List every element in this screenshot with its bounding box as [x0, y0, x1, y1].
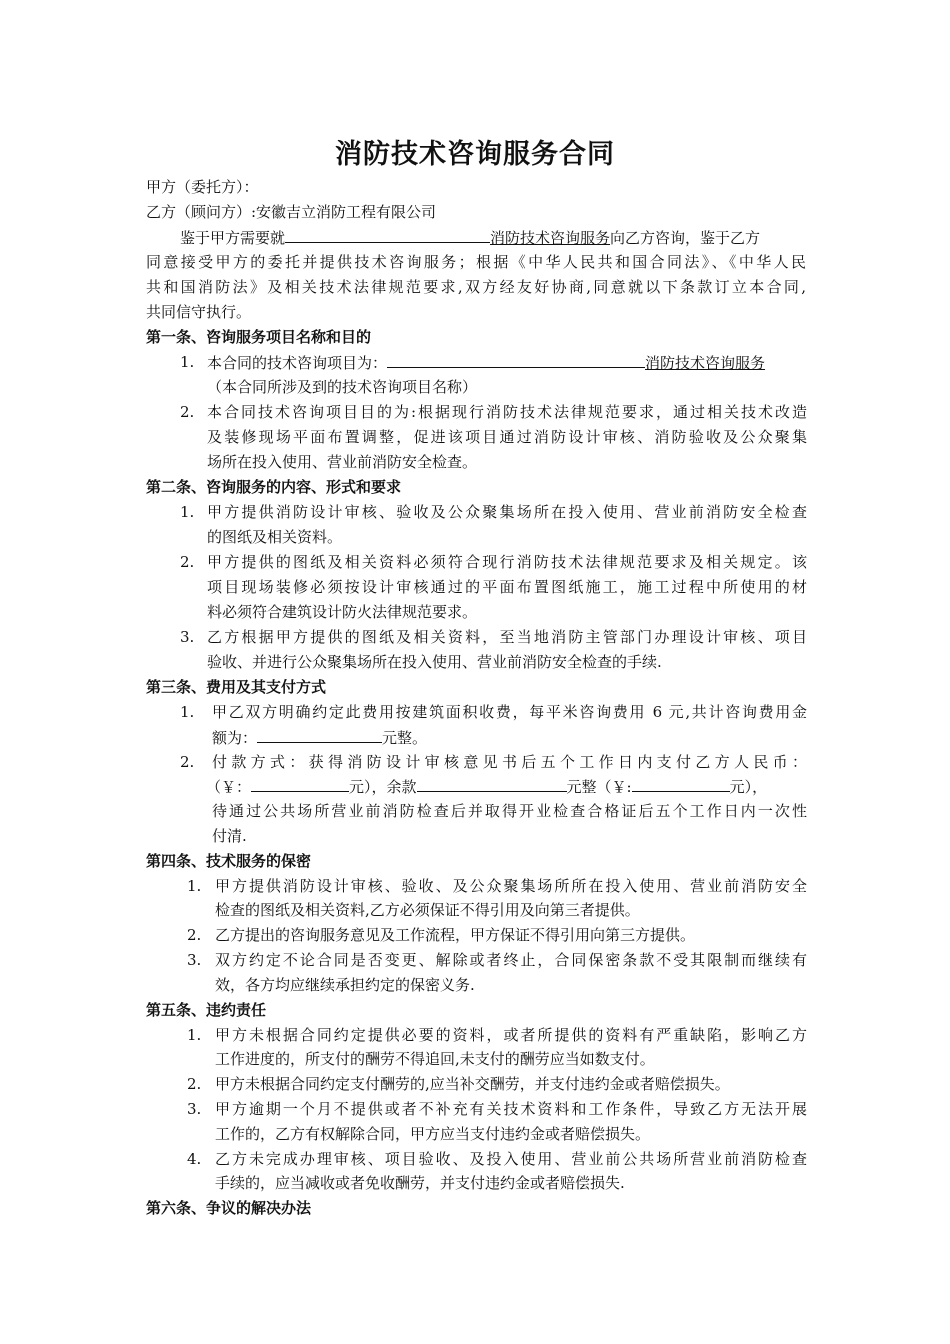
- article-4-item-1-line-1: 甲方提供消防设计审核、验收、及公众聚集场所所在投入使用、营业前消防安全: [215, 877, 807, 895]
- preamble-line-1: [180, 227, 806, 248]
- article-1-item-2-line-1: 本合同技术咨询项目目的为:根据现行消防技术法律规范要求，通过相关技术改造: [207, 403, 807, 421]
- contract-title: 消防技术咨询服务合同: [335, 139, 615, 170]
- article-3-amount-prefix: 额为：: [212, 729, 258, 747]
- article-3-item-1-line-2: [212, 727, 872, 748]
- article-3-heading: 第三条、费用及其支付方式: [146, 678, 327, 696]
- article-3-item-2-number: 2.: [180, 753, 195, 771]
- article-5-item-4-line-2: 手续的，应当减收或者免收酬劳，并支付违约金或者赔偿损失.: [215, 1174, 625, 1192]
- preamble-line-2: 同意接受甲方的委托并提供技术咨询服务；根据《中华人民共和国合同法》、《中华人民: [146, 253, 806, 271]
- article-1-item-2-line-2: 及装修现场平面布置调整，促进该项目通过消防设计审核、消防验收及公众聚集: [207, 428, 807, 446]
- article-2-item-1-line-2: 的图纸及相关资料。: [207, 528, 343, 546]
- article-5-item-3-line-2: 工作的，乙方有权解除合同，甲方应当支付违约金或者赔偿损失。: [215, 1125, 651, 1143]
- balance-words-blank: [417, 776, 567, 792]
- article-5-heading: 第五条、违约责任: [146, 1001, 267, 1019]
- article-2-item-1-number: 1.: [180, 503, 195, 521]
- total-amount-blank: [257, 727, 382, 743]
- article-4-heading: 第四条、技术服务的保密: [146, 852, 312, 870]
- article-5-item-1-line-2: 工作进度的，所支付的酬劳不得追回,未支付的酬劳应当如数支付。: [215, 1050, 655, 1068]
- article-1-project-blank: [387, 352, 645, 368]
- article-2-item-3-number: 3.: [180, 628, 195, 646]
- preamble-prefix: 鉴于甲方需要就: [180, 229, 286, 247]
- article-4-item-1-number: 1.: [187, 877, 202, 895]
- article-2-item-2-number: 2.: [180, 553, 195, 571]
- article-4-item-2-number: 2.: [187, 926, 202, 944]
- payment-text-c: 元整（￥:: [566, 778, 632, 796]
- article-5-item-4-number: 4.: [187, 1150, 202, 1168]
- article-4-item-3-number: 3.: [187, 951, 202, 969]
- article-1-item-2-number: 2.: [180, 403, 195, 421]
- article-3-item-1-line-1: 甲乙双方明确约定此费用按建筑面积收费，每平米咨询费用 6 元,共计咨询费用金: [212, 703, 807, 721]
- article-1-project-name: 消防技术咨询服务: [645, 354, 766, 372]
- article-2-item-3-line-1: 乙方根据甲方提供的图纸及相关资料，至当地消防主管部门办理设计审核、项目: [207, 628, 807, 646]
- article-1-heading: 第一条、咨询服务项目名称和目的: [146, 328, 372, 346]
- article-4-item-2-line-1: 乙方提出的咨询服务意见及工作流程，甲方保证不得引用向第三方提供。: [215, 926, 696, 944]
- article-4-item-1-line-2: 检查的图纸及相关资料,乙方必须保证不得引用及向第三者提供。: [215, 901, 640, 919]
- article-1-item-2-line-3: 场所在投入使用、营业前消防安全检查。: [207, 453, 478, 471]
- article-3-item-2-line-2: [206, 776, 811, 797]
- preamble-suffix: 向乙方咨询，鉴于乙方: [610, 229, 761, 247]
- article-2-item-2-line-1: 甲方提供的图纸及相关资料必须符合现行消防技术法律规范要求及相关规定。该: [207, 553, 807, 571]
- article-5-item-2-line-1: 甲方未根据合同约定支付酬劳的,应当补交酬劳，并支付违约金或者赔偿损失。: [215, 1075, 730, 1093]
- article-2-item-2-line-2: 项目现场装修必须按设计审核通过的平面布置图纸施工，施工过程中所使用的材: [207, 578, 807, 596]
- project-name-blank: [285, 227, 490, 243]
- article-1-item-1-prefix: 本合同的技术咨询项目为：: [207, 354, 388, 372]
- article-6-heading: 第六条、争议的解决办法: [146, 1199, 312, 1217]
- article-5-item-4-line-1: 乙方未完成办理审核、项目验收、及投入使用、营业前公共场所营业前消防检查: [215, 1150, 807, 1168]
- article-3-item-2-line-3: 待通过公共场所营业前消防检查后并取得开业检查合格证后五个工作日内一次性: [212, 802, 807, 820]
- article-5-item-3-number: 3.: [187, 1100, 202, 1118]
- article-2-item-2-line-3: 料必须符合建筑设计防火法律规范要求。: [207, 603, 478, 621]
- article-1-item-1-number: 1.: [180, 353, 195, 371]
- balance-amount-blank: [632, 776, 730, 792]
- preamble-line-4: 共同信守执行。: [146, 303, 252, 321]
- article-2-heading: 第二条、咨询服务的内容、形式和要求: [146, 478, 402, 496]
- preamble-line-3: 共和国消防法》及相关技术法律规范要求,双方经友好协商,同意就以下条款订立本合同,: [146, 278, 806, 296]
- article-4-item-3-line-2: 效，各方均应继续承担约定的保密义务.: [215, 976, 475, 994]
- article-4-item-3-line-1: 双方约定不论合同是否变更、解除或者终止，合同保密条款不受其限制而继续有: [215, 951, 807, 969]
- payment-text-d: 元），: [729, 778, 768, 796]
- first-payment-blank: [251, 776, 349, 792]
- party-b-line: 乙方（顾问方）:安徽吉立消防工程有限公司: [146, 203, 437, 221]
- article-3-item-2-line-1: 付款方式：获得消防设计审核意见书后五个工作日内支付乙方人民币：: [212, 753, 807, 771]
- article-5-item-2-number: 2.: [187, 1075, 202, 1093]
- article-3-item-2-line-4: 付清.: [212, 827, 247, 845]
- party-a-line: 甲方（委托方）：: [146, 178, 259, 196]
- article-2-item-1-line-1: 甲方提供消防设计审核、验收及公众聚集场所在投入使用、营业前消防安全检查: [207, 503, 807, 521]
- article-1-item-1-note: （本合同所涉及到的技术咨询项目名称）: [207, 378, 478, 396]
- article-3-amount-suffix: 元整。: [382, 729, 428, 747]
- article-1-item-1-line-1: [207, 352, 807, 373]
- article-5-item-1-line-1: 甲方未根据合同约定提供必要的资料，或者所提供的资料有严重缺陷，影响乙方: [215, 1026, 807, 1044]
- article-3-item-1-number: 1.: [180, 703, 195, 721]
- preamble-project-name: 消防技术咨询服务: [490, 229, 611, 247]
- article-5-item-1-number: 1.: [187, 1026, 202, 1044]
- payment-text-a: （￥：: [206, 778, 252, 796]
- article-5-item-3-line-1: 甲方逾期一个月不提供或者不补充有关技术资料和工作条件，导致乙方无法开展: [215, 1100, 807, 1118]
- article-2-item-3-line-2: 验收、并进行公众聚集场所在投入使用、营业前消防安全检查的手续.: [207, 653, 662, 671]
- payment-text-b: 元），余款: [349, 778, 417, 796]
